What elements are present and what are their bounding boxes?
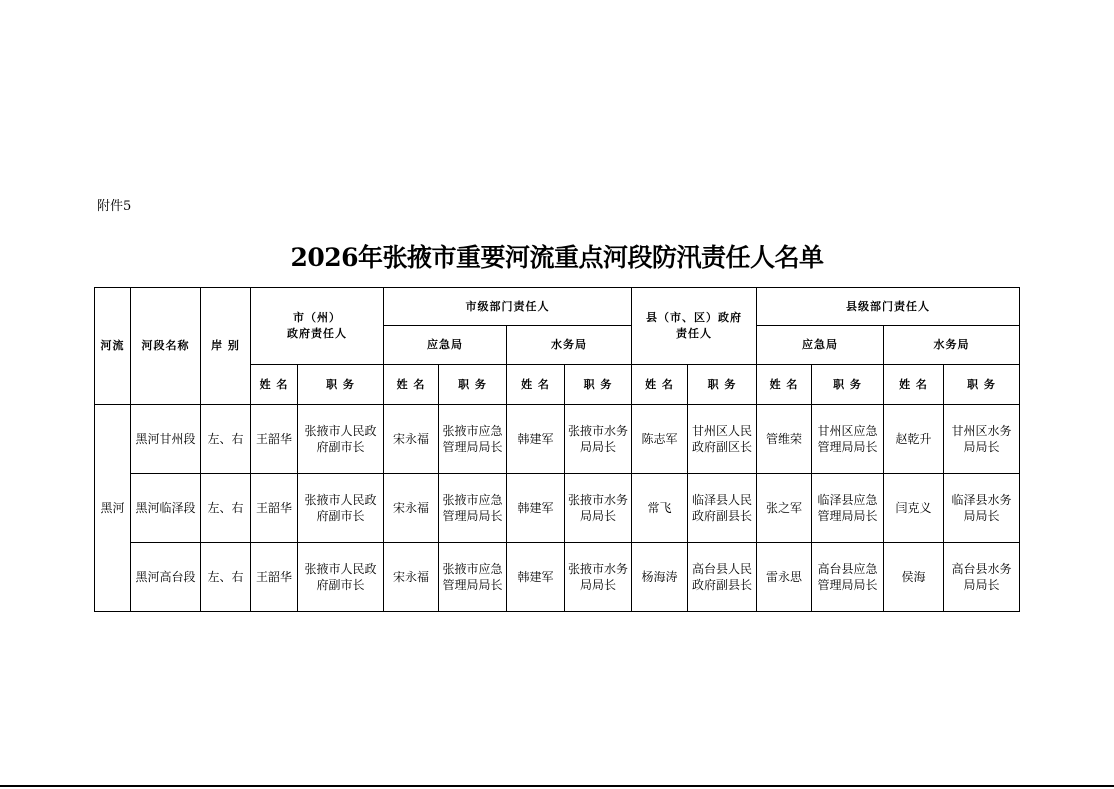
county-water-name-cell: 赵乾升 — [884, 405, 944, 474]
bank-cell: 左、右 — [201, 405, 251, 474]
table-row — [95, 474, 1020, 543]
city-emergency-name-cell: 宋永福 — [384, 543, 439, 612]
county-emergency-name-cell: 管维荣 — [757, 405, 812, 474]
city-emergency-name-cell: 宋永福 — [384, 474, 439, 543]
attachment-label: 附件5 — [97, 199, 132, 214]
city-emergency-position-cell: 张掖市应急管理局局长 — [439, 543, 507, 612]
bank-cell: 左、右 — [201, 543, 251, 612]
header-county-government-line2: 责任人 — [676, 327, 712, 340]
county-water-position-cell: 高台县水务局局长 — [944, 543, 1020, 612]
river-name-cell: 黑河 — [95, 405, 131, 612]
header-river: 河流 — [95, 288, 131, 405]
header-position: 职 务 — [688, 365, 757, 405]
section-name-cell: 黑河甘州段 — [131, 405, 201, 474]
city-gov-name-cell: 王韶华 — [251, 543, 298, 612]
header-county-department: 县级部门责任人 — [757, 288, 1020, 326]
city-water-name-cell: 韩建军 — [507, 474, 565, 543]
header-position: 职 务 — [944, 365, 1020, 405]
header-city-department: 市级部门责任人 — [384, 288, 632, 326]
header-bank: 岸 别 — [201, 288, 251, 405]
county-gov-position-cell: 高台县人民政府副县长 — [688, 543, 757, 612]
header-county-government — [632, 288, 757, 365]
header-name: 姓 名 — [757, 365, 812, 405]
header-name: 姓 名 — [632, 365, 688, 405]
county-emergency-position-cell: 临泽县应急管理局局长 — [812, 474, 884, 543]
header-city-emergency-bureau: 应急局 — [384, 326, 507, 365]
header-county-emergency-bureau: 应急局 — [757, 326, 884, 365]
header-position: 职 务 — [565, 365, 632, 405]
header-name: 姓 名 — [251, 365, 298, 405]
county-gov-position-cell: 甘州区人民政府副区长 — [688, 405, 757, 474]
city-emergency-position-cell: 张掖市应急管理局局长 — [439, 474, 507, 543]
county-emergency-position-cell: 高台县应急管理局局长 — [812, 543, 884, 612]
city-gov-position-cell: 张掖市人民政府副市长 — [298, 405, 384, 474]
header-city-government-line2: 政府责任人 — [287, 327, 347, 340]
header-city-water-bureau: 水务局 — [507, 326, 632, 365]
county-water-name-cell: 闫克义 — [884, 474, 944, 543]
header-position: 职 务 — [812, 365, 884, 405]
county-emergency-name-cell: 张之军 — [757, 474, 812, 543]
county-gov-name-cell: 常飞 — [632, 474, 688, 543]
city-emergency-position-cell: 张掖市应急管理局局长 — [439, 405, 507, 474]
county-gov-name-cell: 陈志军 — [632, 405, 688, 474]
flood-duty-table — [94, 287, 1020, 612]
table-row — [95, 405, 1020, 474]
bank-cell: 左、右 — [201, 474, 251, 543]
header-county-water-bureau: 水务局 — [884, 326, 1020, 365]
city-gov-position-cell: 张掖市人民政府副市长 — [298, 474, 384, 543]
county-water-name-cell: 侯海 — [884, 543, 944, 612]
section-name-cell: 黑河高台段 — [131, 543, 201, 612]
county-gov-name-cell: 杨海涛 — [632, 543, 688, 612]
city-water-position-cell: 张掖市水务局局长 — [565, 543, 632, 612]
city-water-position-cell: 张掖市水务局局长 — [565, 474, 632, 543]
city-gov-name-cell: 王韶华 — [251, 474, 298, 543]
table-row — [95, 543, 1020, 612]
city-water-name-cell: 韩建军 — [507, 405, 565, 474]
city-water-name-cell: 韩建军 — [507, 543, 565, 612]
page-bottom-rule — [0, 785, 1114, 787]
header-position: 职 务 — [298, 365, 384, 405]
header-name: 姓 名 — [884, 365, 944, 405]
header-name: 姓 名 — [507, 365, 565, 405]
section-name-cell: 黑河临泽段 — [131, 474, 201, 543]
county-emergency-position-cell: 甘州区应急管理局局长 — [812, 405, 884, 474]
header-position: 职 务 — [439, 365, 507, 405]
city-gov-position-cell: 张掖市人民政府副市长 — [298, 543, 384, 612]
document-title: 2026年张掖市重要河流重点河段防汛责任人名单 — [290, 243, 824, 272]
header-city-government — [251, 288, 384, 365]
county-emergency-name-cell: 雷永思 — [757, 543, 812, 612]
header-county-government-line1: 县（市、区）政府 — [646, 311, 742, 324]
city-emergency-name-cell: 宋永福 — [384, 405, 439, 474]
header-section-name: 河段名称 — [131, 288, 201, 405]
city-water-position-cell: 张掖市水务局局长 — [565, 405, 632, 474]
county-gov-position-cell: 临泽县人民政府副县长 — [688, 474, 757, 543]
header-city-government-line1: 市（州） — [293, 311, 341, 324]
county-water-position-cell: 临泽县水务局局长 — [944, 474, 1020, 543]
header-name: 姓 名 — [384, 365, 439, 405]
county-water-position-cell: 甘州区水务局局长 — [944, 405, 1020, 474]
city-gov-name-cell: 王韶华 — [251, 405, 298, 474]
